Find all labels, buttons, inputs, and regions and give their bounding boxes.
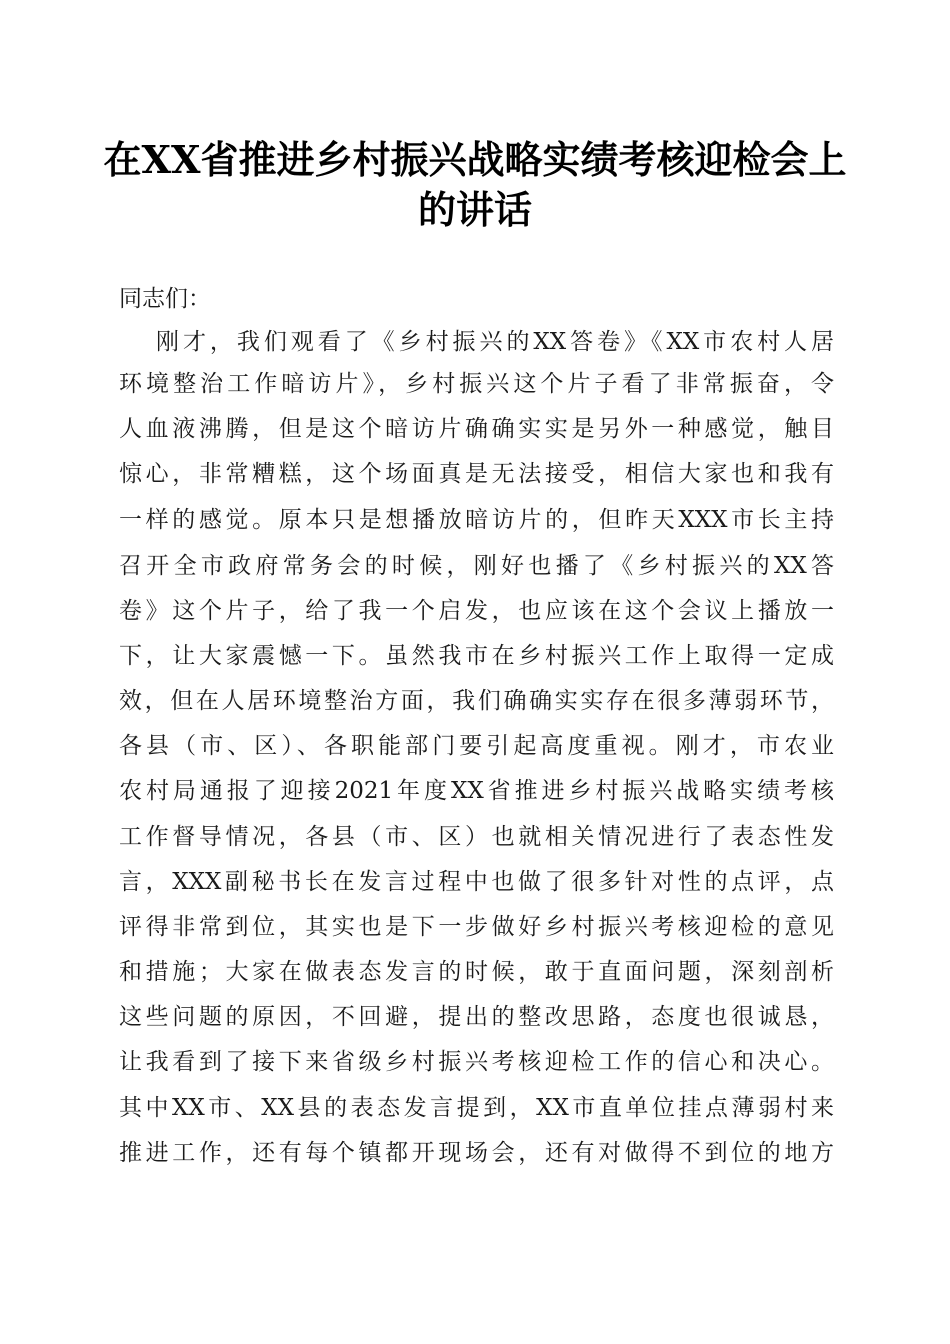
document-title-line-2: 的讲话 (417, 187, 532, 232)
paragraph-line: 评得非常到位，其实也是下一步做好乡村振兴考核迎检的意见 (119, 914, 834, 940)
paragraph-line: 农村局通报了迎接2021年度XX省推进乡村振兴战略实绩考核 (119, 778, 834, 804)
paragraph-line: 刚才，我们观看了《乡村振兴的XX答卷》《XX市农村人居 (156, 329, 834, 355)
paragraph-line: 和措施；大家在做表态发言的时候，敢于直面问题，深刻剖析 (119, 959, 834, 985)
paragraph-line: 工作督导情况，各县（市、区）也就相关情况进行了表态性发 (119, 824, 834, 850)
paragraph-line: 召开全市政府常务会的时候，刚好也播了《乡村振兴的XX答 (119, 553, 834, 579)
paragraph-line: 人血液沸腾，但是这个暗访片确确实实是另外一种感觉，触目 (119, 416, 834, 442)
paragraph-line: 卷》这个片子，给了我一个启发，也应该在这个会议上播放一 (119, 598, 834, 624)
paragraph-line: 让我看到了接下来省级乡村振兴考核迎检工作的信心和决心。 (119, 1049, 834, 1075)
paragraph-line: 一样的感觉。原本只是想播放暗访片的，但昨天XXX市长主持 (119, 507, 834, 533)
paragraph-line: 环境整治工作暗访片》，乡村振兴这个片子看了非常振奋，令 (119, 371, 834, 397)
paragraph-line: 效，但在人居环境整治方面，我们确确实实存在很多薄弱环节， (119, 688, 834, 714)
paragraph-line: 这些问题的原因，不回避，提出的整改思路，态度也很诚恳， (119, 1004, 834, 1030)
paragraph-line: 各县（市、区）、各职能部门要引起高度重视。刚才，市农业 (119, 733, 834, 759)
document-title-line-1: 在XX省推进乡村振兴战略实绩考核迎检会上 (103, 137, 847, 182)
paragraph-line: 言，XXX副秘书长在发言过程中也做了很多针对性的点评，点 (119, 869, 834, 895)
paragraph-line: 下，让大家震憾一下。虽然我市在乡村振兴工作上取得一定成 (119, 643, 834, 669)
paragraph-line: 其中XX市、XX县的表态发言提到，XX市直单位挂点薄弱村来 (119, 1095, 834, 1121)
salutation: 同志们： (119, 286, 211, 312)
paragraph-line: 推进工作，还有每个镇都开现场会，还有对做得不到位的地方 (119, 1140, 834, 1166)
paragraph-line: 惊心，非常糟糕，这个场面真是无法接受，相信大家也和我有 (119, 461, 834, 487)
